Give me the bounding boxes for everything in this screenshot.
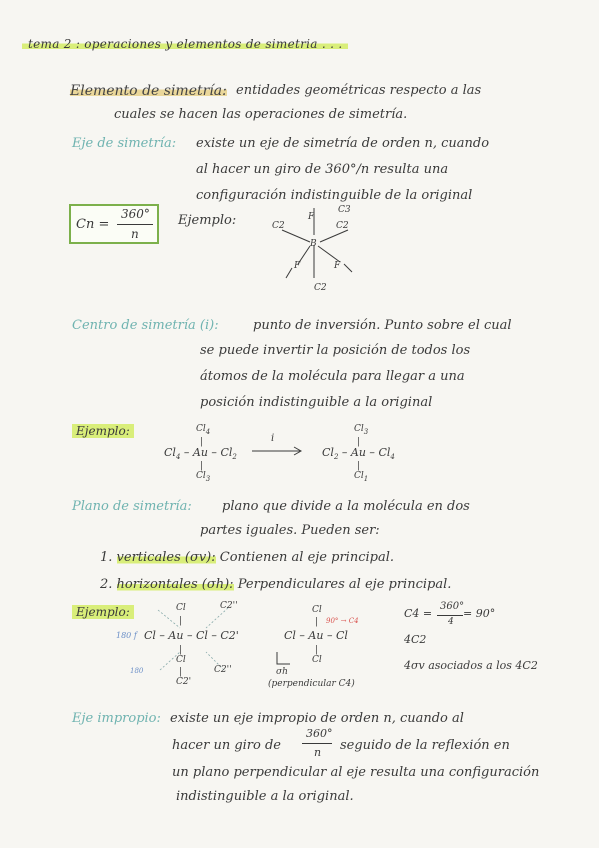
- inv-right-bottom: $Cl_1$: [354, 471, 369, 483]
- center-term: Centro de simetría (i):: [72, 318, 219, 333]
- plane-fig1-top-bond: |: [179, 616, 183, 626]
- c4-den: 4: [448, 617, 454, 627]
- bf3-f-top: F: [308, 212, 315, 222]
- improper-frac-num: 360°: [306, 727, 333, 740]
- plane-line1: plano que divide a la molécula en dos: [222, 499, 470, 514]
- axis-example-label: Ejemplo:: [178, 213, 237, 228]
- bf3-f-right: F: [334, 261, 341, 271]
- center-line1: punto de inversión. Punto sobre el cual: [253, 318, 512, 333]
- cn-formula-den: n: [131, 227, 139, 241]
- improper-frac-den: n: [314, 746, 322, 759]
- center-example-label: Ejemplo:: [72, 424, 134, 438]
- c4-lhs: C4 =: [404, 607, 433, 620]
- inv-left-row: $Cl_4$ – Au – $Cl_2$: [164, 446, 237, 462]
- bf3-c3: C3: [338, 205, 351, 215]
- improper-frac-bar: [302, 743, 332, 744]
- element-line2: cuales se hacen las operaciones de simetría.: [114, 107, 408, 122]
- improper-line4: indistinguible a la original.: [176, 789, 354, 804]
- cn-formula-lhs: Cn =: [76, 217, 110, 232]
- inv-right-top: $Cl_3$: [354, 424, 369, 436]
- center-line3: átomos de la molécula para llegar a una: [200, 369, 465, 384]
- plane-item1-term: verticales (σv):: [116, 550, 216, 565]
- plane-fig2-bottom-bond: |: [315, 645, 319, 655]
- plane-fig2-top: Cl: [312, 605, 322, 615]
- improper-line2b: seguido de la reflexión en: [340, 738, 510, 753]
- plane-fig1-lines: [140, 600, 250, 690]
- c4-rhs: = 90°: [463, 607, 496, 620]
- bf3-c2-bottom: C2: [314, 283, 327, 293]
- inv-right-row: $Cl_2$ – Au – $Cl_4$: [322, 446, 395, 462]
- plane-line2: partes iguales. Pueden ser:: [200, 523, 380, 538]
- axis-line2: al hacer un giro de 360°/n resulta una: [196, 162, 449, 177]
- improper-line2a: hacer un giro de: [172, 738, 281, 753]
- inv-right-bottom-bond: |: [357, 461, 361, 471]
- inv-right-top-bond: |: [357, 437, 361, 447]
- improper-term: Eje impropio:: [72, 711, 161, 726]
- plane-fig2-caption: (perpendicular C4): [268, 679, 355, 689]
- inv-left-top: $Cl_4$: [196, 424, 211, 436]
- plane-fig2-top-bond: |: [315, 617, 319, 627]
- inv-left-bottom: $Cl_3$: [196, 471, 211, 483]
- plane-item2-term: horizontales (σh):: [116, 577, 234, 592]
- bf3-b: B: [310, 239, 317, 249]
- plane-fig1-row: Cl – Au – Cl – C2': [144, 629, 239, 642]
- plane-fig2-row: Cl – Au – Cl: [284, 629, 348, 642]
- inv-left-bottom-bond: |: [200, 461, 204, 471]
- inversion-arrow: [252, 444, 304, 456]
- c2-count: 4C2: [404, 633, 427, 646]
- inversion-arrow-label: i: [271, 433, 275, 444]
- sv-text: 4σv asociados a los 4C2: [404, 659, 538, 672]
- center-line2: se puede invertir la posición de todos los: [200, 343, 471, 358]
- axis-line1: existe un eje de simetría de orden n, cuando: [196, 136, 490, 151]
- c4-num: 360°: [440, 601, 465, 612]
- plane-fig1-c2p-left: 180 f: [116, 631, 137, 640]
- plane-fig1-bottom: Cl: [176, 655, 186, 665]
- bf3-c2-right: C2: [336, 221, 349, 231]
- improper-line1: existe un eje impropio de orden n, cuando al: [170, 711, 464, 726]
- plane-fig1-bottom-bond2: |: [179, 667, 183, 677]
- inv-left-top-bond: |: [200, 437, 204, 447]
- plane-term: Plano de simetría:: [72, 499, 192, 514]
- plane-fig1-c2pp-top: C2'': [220, 601, 238, 611]
- plane-fig2-rot: 90° → C4: [326, 617, 359, 625]
- plane-fig2-sigma-mark: [274, 652, 294, 668]
- plane-item2: 2. horizontales (σh): Perpendiculares al eje principal.: [100, 577, 452, 592]
- element-line1: entidades geométricas respecto a las: [236, 83, 482, 98]
- cn-formula-num: 360°: [121, 207, 150, 221]
- center-line4: posición indistinguible a la original: [200, 395, 433, 410]
- axis-line3: configuración indistinguible de la original: [196, 188, 473, 203]
- plane-fig1-deg: 180: [130, 667, 144, 675]
- plane-fig2-sigma: σh: [276, 667, 288, 677]
- page-header: tema 2 : operaciones y elementos de simetria . . .: [22, 38, 348, 50]
- element-term: Elemento de simetría:: [70, 83, 227, 99]
- plane-fig1-bottom2: C2': [176, 677, 192, 687]
- bf3-f-left: F: [294, 261, 301, 271]
- plane-fig1-c2pp-bottom: C2'': [214, 665, 232, 675]
- plane-fig1-bottom-bond: |: [179, 645, 183, 655]
- bf3-c2-left: C2: [272, 221, 285, 231]
- axis-term: Eje de simetría:: [72, 136, 177, 151]
- plane-example-label: Ejemplo:: [72, 605, 134, 619]
- plane-item1: 1. verticales (σv): Contienen al eje principal.: [100, 550, 394, 565]
- plane-fig1-top: Cl: [176, 603, 186, 613]
- cn-formula-bar: [117, 224, 153, 225]
- improper-line3: un plano perpendicular al eje resulta una configuración: [172, 765, 540, 780]
- plane-fig2-bottom: Cl: [312, 655, 322, 665]
